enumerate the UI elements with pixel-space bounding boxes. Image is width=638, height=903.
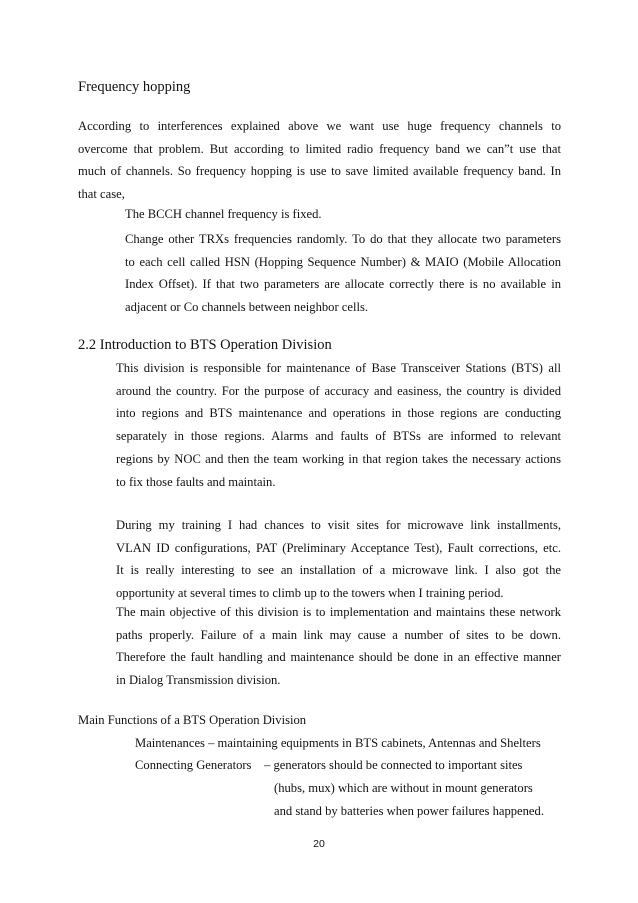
list-item-trx: Change other TRXs frequencies randomly. To do that they allocate two parameters to each cell called HSN (Hopping Sequence Number) & MAIO (Mobile Allocation Index Offset). If that two parameters are allocate correctly there is no available in adjacent or Co channels between neighbor cells. — [125, 232, 561, 315]
list-item-bcch: The BCCH channel frequency is fixed. — [125, 207, 322, 221]
paragraph-objective: The main objective of this division is to implementation and maintains these network paths properly. Failure of a main link may cause a number of sites to be down. Therefore the fault handling and maintenance should be done in an effective manner in Dialog Transmission division. — [116, 605, 561, 688]
section-heading-bts-operation: 2.2 Introduction to BTS Operation Division — [78, 337, 332, 353]
list-item-maintenances: Maintenances – maintaining equipments in BTS cabinets, Antennas and Shelters — [135, 736, 541, 750]
list-item-generators-cont2: and stand by batteries when power failures happened. — [274, 804, 544, 818]
paragraph-training: During my training I had chances to visit sites for microwave link installments, VLAN ID configurations, PAT (Preliminary Acceptance Test), Fault corrections, etc. It is really interesting to see an installation of a microwave link. I also got the opportunity at several times to climb up to the towers when I training period. — [116, 518, 561, 601]
section-heading-main-functions: Main Functions of a BTS Operation Division — [78, 713, 307, 727]
paragraph-intro: According to interferences explained above we want use huge frequency channels to overcome that problem. But according to limited radio frequency band we can”t use that much of channels. So frequency hopping is use to save limited available frequency band. In that case, — [78, 119, 561, 202]
section-heading-frequency-hopping: Frequency hopping — [78, 79, 191, 95]
paragraph-division: This division is responsible for maintenance of Base Transceiver Stations (BTS) all around the country. For the purpose of accuracy and easiness, the country is divided into regions and BTS maintenance and operations in those regions are conducting separately in those regions. Alarms and faults of BTSs are informed to relevant regions by NOC and then the team working in that region takes the necessary actions to fix those faults and maintain. — [116, 361, 561, 489]
list-item-generators-text: – generators should be connected to important sites — [264, 758, 523, 772]
list-item-generators-label: Connecting Generators — [135, 758, 252, 772]
page-number: 20 — [313, 838, 325, 850]
list-item-generators-cont1: (hubs, mux) which are without in mount generators — [274, 781, 533, 795]
